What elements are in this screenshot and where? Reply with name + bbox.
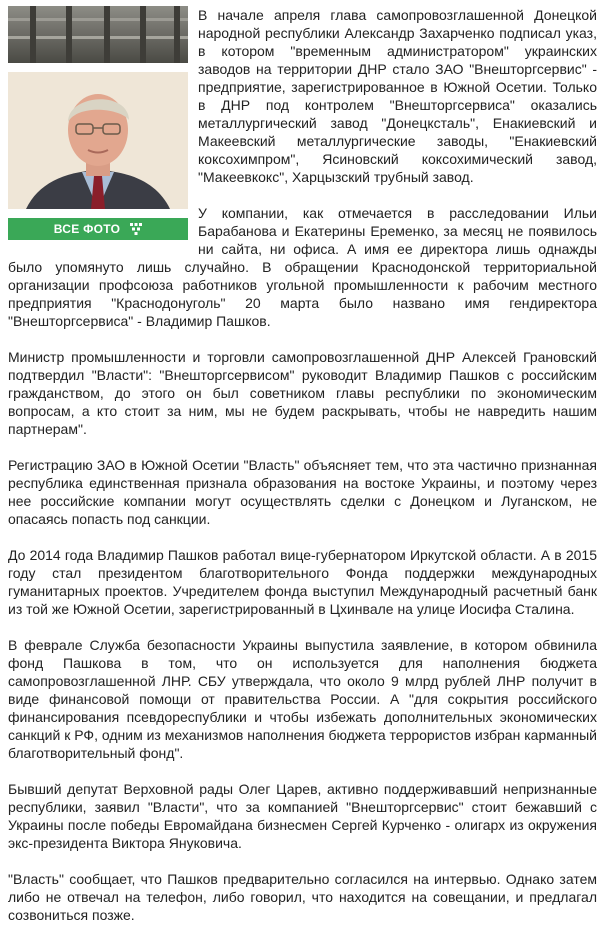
article-paragraph: У компании, как отмечается в расследовании Ильи Барабанова и Екатерины Еременко, за месяц не появилось ни сайта, ни офиса. А имя ее директора лишь однажды было упомянуто лишь случайно. В обращении Краснодонской территориальной организации профсоюза работников угольной промышленности к рабочим местного предприятия "Краснодонуголь" 20 марта было названо имя гендиректора "Внешторгсервиса" - Владимир Пашков. <box>8 205 597 329</box>
photo-gallery <box>8 6 188 240</box>
article-paragraph: Министр промышленности и торговли самопровозглашенной ДНР Алексей Грановский подтвердил "Власти": "Внешторгсервисом" руководит Владимир Пашков с российским гражданством, до этого он был советником главы республики по экономическим вопросам, а кто стоит за ним, мы не будем раскрывать, чтобы не навредить нашим партнерам". <box>8 349 597 437</box>
all-photos-button[interactable] <box>8 218 188 240</box>
article-paragraph: Бывший депутат Верховной рады Олег Царев, активно поддерживавший непризнанные республики, заявил "Власти", что за компанией "Внешторгсервис" стоит бежавший с Украины после победы Евромайдана бизнесмен Сергей Курченко - олигарх из окружения экс-президента Виктора Януковича. <box>8 781 597 851</box>
all-photos-label: ВСЕ ФОТО <box>53 222 121 236</box>
portrait-photo[interactable] <box>8 72 188 209</box>
factory-photo-thumbnail[interactable] <box>8 6 188 63</box>
article-paragraph: В феврале Служба безопасности Украины выпустила заявление, в котором обвинила фонд Пашкова в том, что он используется для наполнения бюджета самопровозглашенной ЛНР. СБУ утверждала, что около 9 млрд рублей ЛНР получит в виде финансовой помощи от правительства России. А "для сокрытия российского финансирования псевдореспублики и чтобы избежать дополнительных экономических санкций к РФ, одним из механизмов наполнения бюджета террористов избран карманный благотворительный фонд". <box>8 637 597 761</box>
grid-icon <box>130 223 142 235</box>
article-paragraph: "Власть" сообщает, что Пашков предварительно согласился на интервью. Однако затем либо не отвечал на телефон, либо говорил, что находится на совещании, и предлагал созвониться позже. <box>8 871 597 923</box>
article-paragraph: Регистрацию ЗАО в Южной Осетии "Власть" объясняет тем, что эта частично признанная республика единственная признала образования на востоке Украины, и поэтому через нее российские компании могут осуществлять сделки с Донецком и Луганском, не опасаясь попасть под санкции. <box>8 457 597 527</box>
article-paragraph: В начале апреля глава самопровозглашенной Донецкой народной республики Александр Захарченко подписал указ, в котором "временным администратором" украинских заводов на территории ДНР стало ЗАО "Внешторгсервис" - предприятие, зарегистрированное в Южной Осетии. Только в ДНР под контролем "Внешторгсервиса" оказались металлургический завод "Донецксталь", Енакиевский и Макеевский металлургические заводы, "Енакиевский коксохимпром", Ясиновский коксохимический завод, "Макеевкокс", Харцызский трубный завод. <box>198 7 597 185</box>
article-paragraph: До 2014 года Владимир Пашков работал вице-губернатором Иркутской области. А в 2015 году стал президентом благотворительного Фонда поддержки международных гуманитарных проектов. Учредителем фонда выступил Международный расчетный банк из той же Южной Осетии, зарегистрированный в Цхинвале на улице Иосифа Сталина. <box>8 547 597 617</box>
